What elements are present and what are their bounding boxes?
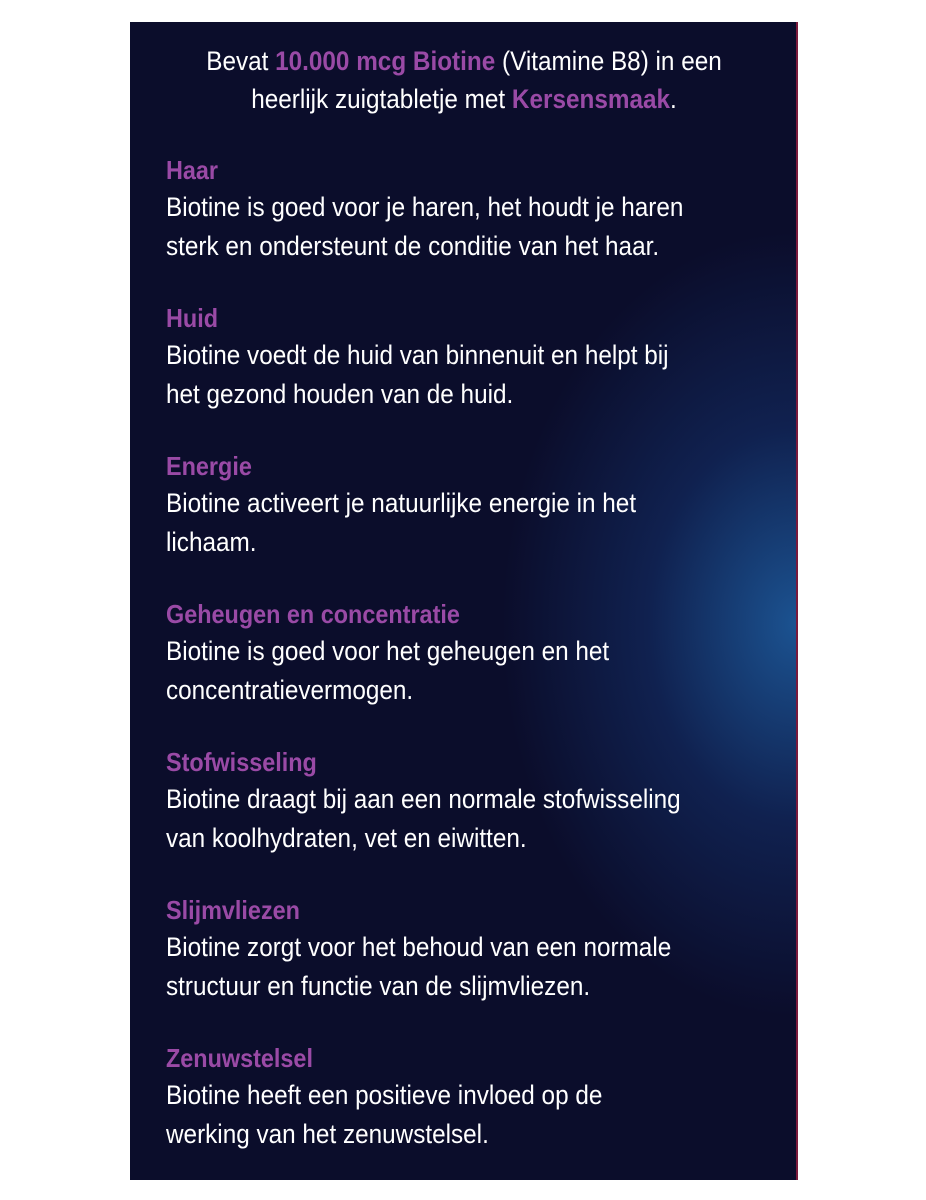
section-body (166, 928, 742, 1006)
section-body-line: Biotine draagt bij aan een normale stofwisseling (166, 784, 681, 814)
section-stofwisseling (166, 744, 742, 858)
section-title: Slijmvliezen (166, 895, 300, 925)
intro-highlight-flavor: Kersensmaak (511, 84, 670, 114)
intro-text (163, 42, 764, 118)
section-body-line: Biotine voedt de huid van binnenuit en helpt bij (166, 340, 669, 370)
section-title: Huid (166, 303, 218, 333)
section-energie (166, 448, 742, 562)
section-zenuwstelsel (166, 1040, 742, 1154)
intro-suffix: . (669, 84, 677, 114)
section-haar (166, 152, 742, 266)
section-body-line: structuur en functie van de slijmvliezen. (166, 971, 591, 1001)
section-body (166, 484, 742, 562)
section-title: Energie (166, 451, 252, 481)
section-body-line: Biotine is goed voor je haren, het houdt je haren (166, 192, 684, 222)
section-body (166, 632, 742, 710)
section-body-line: het gezond houden van de huid. (166, 379, 514, 409)
section-body (166, 780, 742, 858)
intro-middle-line1: (Vitamine B8) in een (495, 46, 722, 76)
section-geheugen (166, 596, 742, 710)
section-title: Stofwisseling (166, 747, 317, 777)
section-body (166, 336, 742, 414)
section-title: Haar (166, 155, 219, 185)
section-body-line: concentratievermogen. (166, 675, 414, 705)
section-body-line: sterk en ondersteunt de conditie van het haar. (166, 231, 660, 261)
section-title: Geheugen en concentratie (166, 599, 460, 629)
section-body-line: Biotine activeert je natuurlijke energie in het (166, 488, 637, 518)
section-body (166, 188, 742, 266)
section-huid (166, 300, 742, 414)
section-body-line: Biotine zorgt voor het behoud van een normale (166, 932, 672, 962)
section-body-line: van koolhydraten, vet en eiwitten. (166, 823, 527, 853)
intro-middle-line2: heerlijk zuigtabletje met (251, 84, 512, 114)
section-body (166, 1076, 742, 1154)
section-slijmvliezen (166, 892, 742, 1006)
section-body-line: Biotine is goed voor het geheugen en het (166, 636, 610, 666)
intro-highlight-dose: 10.000 mcg Biotine (275, 46, 496, 76)
section-body-line: werking van het zenuwstelsel. (166, 1119, 489, 1149)
section-body-line: lichaam. (166, 527, 257, 557)
section-title: Zenuwstelsel (166, 1043, 313, 1073)
product-info-panel (130, 22, 798, 1180)
section-body-line: Biotine heeft een positieve invloed op de (166, 1080, 603, 1110)
intro-prefix: Bevat (206, 46, 276, 76)
